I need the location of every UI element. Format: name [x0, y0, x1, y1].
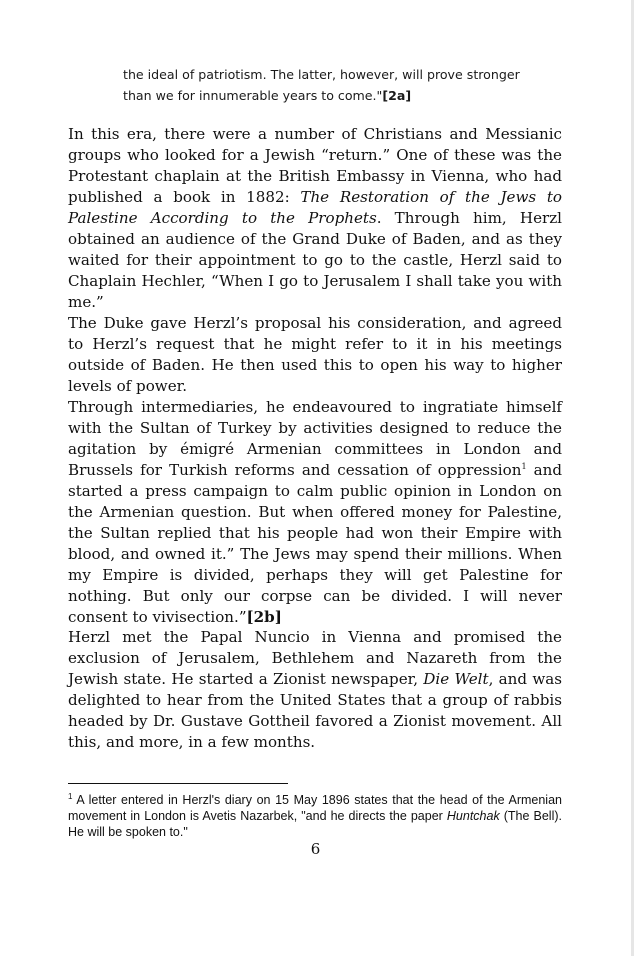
- page-number: 6: [310, 840, 321, 858]
- block-quote: [123, 64, 563, 106]
- newspaper-title: Die Welt: [423, 670, 489, 688]
- paragraph-4-text-a: Herzl met the Papal Nuncio in Vienna and promised the exclusion of Jerusalem, Bethlehem and Nazareth from the Jewish state. He started a Zionist newspaper,: [68, 628, 562, 688]
- book-title: The Restoration of the Jews to Palestine According to the Prophets: [68, 188, 563, 227]
- paragraph-1-text-a: In this era, there were a number of Christians and Messianic groups who looked for a Jewish “return.” One of these was the Protestant chaplain at the British Embassy in Vienna, who had published a book in 1882:: [68, 125, 562, 206]
- footnote-paper-name: Huntchak: [446, 809, 500, 823]
- footnote-marker: 1: [68, 791, 73, 801]
- quote-line-1: the ideal of patriotism. The latter, however, will prove stronger: [123, 67, 520, 82]
- paragraph-4-text-b: , and was delighted to hear from the United States that a group of rabbis headed by Dr. Gustave Gottheil favored a Zionist movement. All this, and more, in a few months.: [68, 670, 562, 751]
- paragraph-sultan: [68, 397, 562, 628]
- footnote-reference[interactable]: 1: [521, 461, 527, 471]
- paragraph-3-text-a: Through intermediaries, he endeavoured to ingratiate himself with the Sultan of Turkey by activities designed to reduce the agitation by émigré Armenian committees in London and Brussels for Turkish reforms and cessation of oppression: [68, 398, 562, 479]
- quote-line-2: [123, 85, 563, 106]
- paragraph-3-text-b: and started a press campaign to calm public opinion in London on the Armenian question. But when offered money for Palestine, the Sultan replied that his people had won their Empire with blood, and owned it.” The Jews may spend their millions. When my Empire is divided, perhaps they will get Palestine for nothing. But only our corpse can be divided. I will never consent to vivisection.”: [68, 461, 563, 626]
- footnote-text-a: A letter entered in Herzl's diary on 15 May 1896 states that the head of the Armenian movement in London is Avetis Nazarbek, "and he directs the paper: [68, 793, 562, 823]
- reference-2b: [2b]: [246, 608, 282, 626]
- reference-2a: [2a]: [382, 88, 412, 103]
- paragraph-2-text: The Duke gave Herzl’s proposal his consideration, and agreed to Herzl’s request that he might refer to it in his meetings outside of Baden. He then used this to open his way to higher levels of power.: [68, 314, 562, 395]
- paragraph-papal-nuncio: [68, 627, 562, 753]
- paragraph-1-text-b: . Through him, Herzl obtained an audience of the Grand Duke of Baden, and as they waited for their appointment to go to the castle, Herzl said to Chaplain Hechler, “When I go to Jerusalem I shall take you with me.”: [68, 209, 562, 311]
- footnote-text-b: (The Bell). He will be spoken to.": [68, 809, 562, 839]
- quote-line-2-text: than we for innumerable years to come.": [123, 88, 383, 103]
- paragraph-duke: [68, 313, 562, 397]
- paragraph-christian-groups: [68, 124, 562, 313]
- footnote-divider: [68, 783, 288, 784]
- footnote: [68, 792, 562, 840]
